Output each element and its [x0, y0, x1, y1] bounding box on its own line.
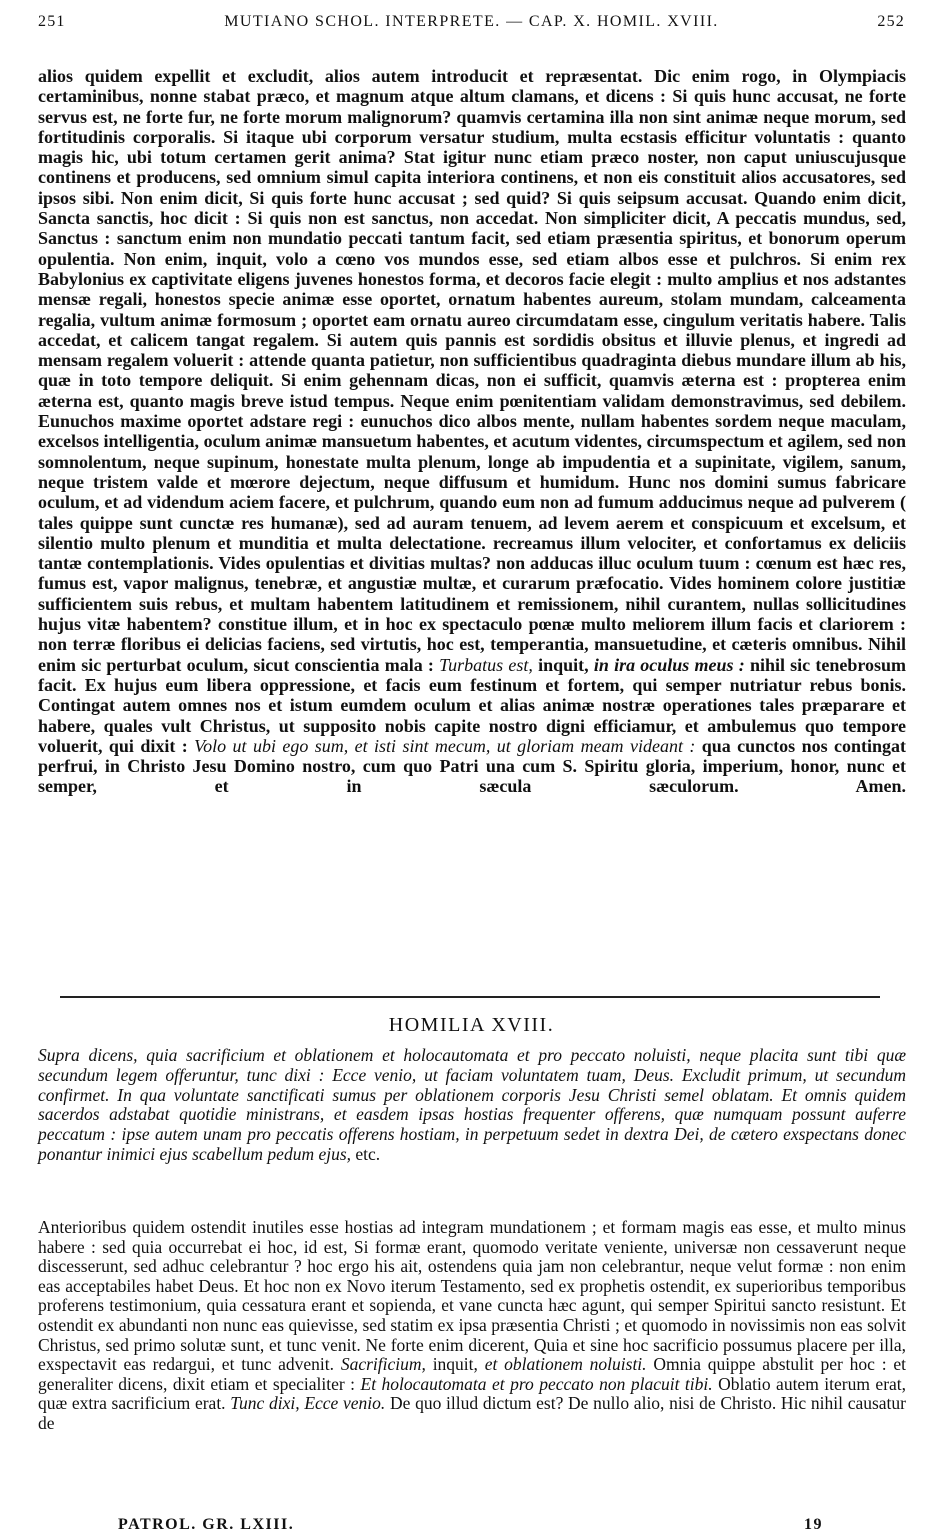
body-text: alios quidem expellit et excludit, alios autem introducit et repræsentat. Dic enim rogo, in Olympiacis certaminibus, nonne stabat præco, et magnum atque altum clamans, et dicens : Si quis hunc accusat, ne forte servus est, ne forte fur, ne forte morum malignorum? quamvis certamina illa non sint animæ neque morum, sed fortitudinis corporalis. Si itaque ubi corporum versatur studium, multa ecstasis efficitur voluntatis : quanto magis hic, ubi totum certamen gerit anima? Stat igitur nunc etiam præco noster, non caput uniuscujusque continens et producens, sed omnium simul capita interiora continens, et non eis constituit alios accusatores, sed ipsos sibi. Non enim dicit, Si quis forte hunc accusat ; sed quid? Si quis seipsum accusat. Quando enim dicit, Sancta sanctis, hoc dicit : Si quis non est sanctus, non accedat. Non simpliciter dicit, A peccatis mundus, sed, Sanctus : sanctum enim non mundatio peccati tantum facit, sed etiam præsentia spiritus, et bonorum operum opulentia. Non enim, inquit, volo a cœno vos mundos esse, sed etiam albos esse et pulchros. Si enim rex Babylonius ex captivitate eligens juvenes honestos forma, et decoros facie elegit : multo amplius et nos adstantes mensæ regali, honestos specie animæ esse oportet, ornatum habentes aureum, stolam mundam, calceamenta regalia, vultum animæ formosum ; oportet eam ornatu aureo circumdatam esse, cingulum veritatis habere. Talis accedat, et calicem tangat regalem. Si autem quis pannis est sordidis obsitus et illuvie plenus, et ingredi ad mensam regalem voluerit : attende quanta patietur, non sufficientibus quadraginta diebus mundare illum ab his, quæ in toto tempore deliquit. Si enim gehennam dicas, non ei sufficit, quamvis æterna est : propterea enim æterna est, quanto magis breve istud tempus. Neque enim pœnitentiam validam demonstravimus, sed debilem. Eunuchos maxime oportet adstare regi : eunuchos dico albos mente, nullam habentes sordem neque maculam, excelsos intelligentia, oculum animæ mansuetum habentes, et acutum videntes, circumspectum et agilem, sed non somnolentum, neque supinum, honestate multa plenum, longe ab impudentia et a supinitate, vigilem, sanum, neque tristem valde et mœrore dejectum, neque diffusum et humidum. Hunc nos domini sumus fabricare oculum, et ad videndum aciem facere, et pulchrum, quando eum non ad fumum adducimus neque ad pulverem ( tales quippe sunt cunctæ res humanæ), sed ad auram tenuem, ad levem aerem et conspicuum et excelsum, et silentio multo plenum et munditia et multa delectatione. recreamus illum velociter, et confortamus ex deliciis tantæ contemplationis. Vides opulentias et divitias multas? non adducas illuc oculum tuum : cœnum est hæc res, fumus est, vapor malignus, tenebræ, et angustiæ multæ, et curarum præfocatio. Vides hominem colore justitiæ sufficientem suis rebus, et multam habentem latitudinem et remissionem, nihil curantem, nullas sollicitudines hujus vitæ habentem? constitue illum, et in hoc ex spectaculo pœnæ multo meliorem illum facis et clariorem : non terræ floribus ei delicias faciens, sed virtutis, hoc est, temperantia, mansuetudine, et cæteris omnibus. Nihil enim sic perturbat oculum, sicut conscientia mala :: [38, 66, 906, 675]
left-page-number: 251: [38, 13, 66, 30]
body-text: De quo illud dictum est? De nullo alio, nisi de Christo. Hic nihil causatur de: [38, 1393, 906, 1433]
body-text: Anterioribus quidem ostendit inutiles esse hostias ad integram mundationem ; et formam magis eas esse, et multo minus habere : sed quia occurrebat ei hoc, id est, Si formæ erant, quomodo veritate veniente, universæ non cessaverunt neque discesserunt, sed adhuc celebrantur ? hoc ergo his ait, ostendens quia jam non celebrantur, neque velut formæ : non enim eas acceptabiles habet Deus. Et hoc non ex Novo iterum Testamento, sed ex prophetis ostendit, ex superioribus temporibus proferens testimonium, quia cessatura erant et sopienda, et vane cuncta hæc agunt, qui semper Spiritui sancto resistunt. Et ostendit ex abundanti non nunc eas quievisse, sed statim ex ipsa præsentia Christi ; et quomodo in novissimis non eas solvit Christus, sed primo solutæ sunt, et tunc venit. Ne forte enim dicerent, Quia et sine hoc sacrificio possumus placere per illa, exspectavit eas redargui, et tunc advenit.: [38, 1217, 906, 1375]
body-text: qua cunctos nos contingat perfrui, in Christo Jesu Domino nostro, cum quo Patri una cum S. Spiritu gloria, imperium, honor, nunc et semper, et in sæcula sæculorum. Amen.: [38, 735, 906, 797]
summary-etc: etc.: [355, 1143, 381, 1164]
homily-xviii-text: [38, 1218, 906, 1506]
footer-sheet-number: 19: [804, 1516, 823, 1533]
body-paragraph: [38, 1218, 906, 1434]
body-paragraph: [38, 66, 906, 797]
scripture-quote: Tunc dixi, Ecce venio.: [230, 1393, 386, 1414]
running-title: MUTIANO SCHOL. INTERPRETE. — CAP. X. HOMIL. XVIII.: [224, 13, 719, 30]
homily-xvii-conclusion: [38, 66, 906, 978]
section-divider: [60, 996, 880, 998]
scripture-quote: Volo ut ubi ego sum, et isti sint mecum, ut gloriam meam videant :: [194, 735, 696, 756]
homily-title: HOMILIA XVIII.: [388, 1014, 555, 1036]
body-text: inquit,: [432, 1354, 478, 1375]
scripture-quote: Turbatus est,: [439, 654, 533, 675]
body-text: inquit,: [538, 654, 589, 675]
summary-text: Supra dicens, quia sacrificium et oblationem et holocautomata et pro peccato noluisti, neque placita sunt tibi quæ secundum legem offeruntur, tunc dixi : Ecce venio, ut faciam voluntatem tuam, Deus. Excludit primum, ut secundum confirmet. In qua voluntate sanctificati sumus per oblationem corporis Jesu Christi semel oblatam. Et omnis quidem sacerdos adstabat quotidie ministrans, et easdem ipsas hostias frequenter offerens, quæ numquam possunt auferre peccatum : ipse autem unam pro peccatis offerens hostiam, in perpetuum sedet in dextra Dei, de cætero exspectans donec ponantur inimici ejus scabellum pedum ejus,: [38, 1045, 906, 1164]
running-header: [38, 8, 905, 36]
scripture-quote: Sacrificium,: [340, 1354, 426, 1375]
right-page-number: 252: [877, 13, 905, 30]
body-text: Oblatio autem iterum erat, quæ extra sacrificium erat.: [38, 1373, 907, 1414]
body-text: nihil sic tenebrosum facit. Ex hujus eum libera oppressione, et facis eum festinum et fortem, qui semper nutriatur rebus bonis. Contingat autem omnes nos et istum eumdem oculum et alias animæ nostræ operationes tales præparare et habere, quales vult Christus, ut supposito nobis capite nostro digni efficiamur, et ambulemus quo tempore voluerit, qui dixit :: [38, 654, 907, 756]
scripture-quote: Et holocautomata et pro peccato non placuit tibi.: [360, 1373, 713, 1394]
page-footer: [118, 1514, 823, 1536]
scripture-quote: et oblationem noluisti.: [484, 1354, 647, 1375]
homily-summary: [38, 1046, 906, 1246]
scripture-quote: in ira oculus meus :: [593, 654, 745, 675]
footer-signature: PATROL. GR. LXIII.: [118, 1516, 295, 1533]
body-text: Omnia quippe abstulit per hoc : et generaliter dicens, dixit etiam et specialiter :: [38, 1354, 906, 1394]
